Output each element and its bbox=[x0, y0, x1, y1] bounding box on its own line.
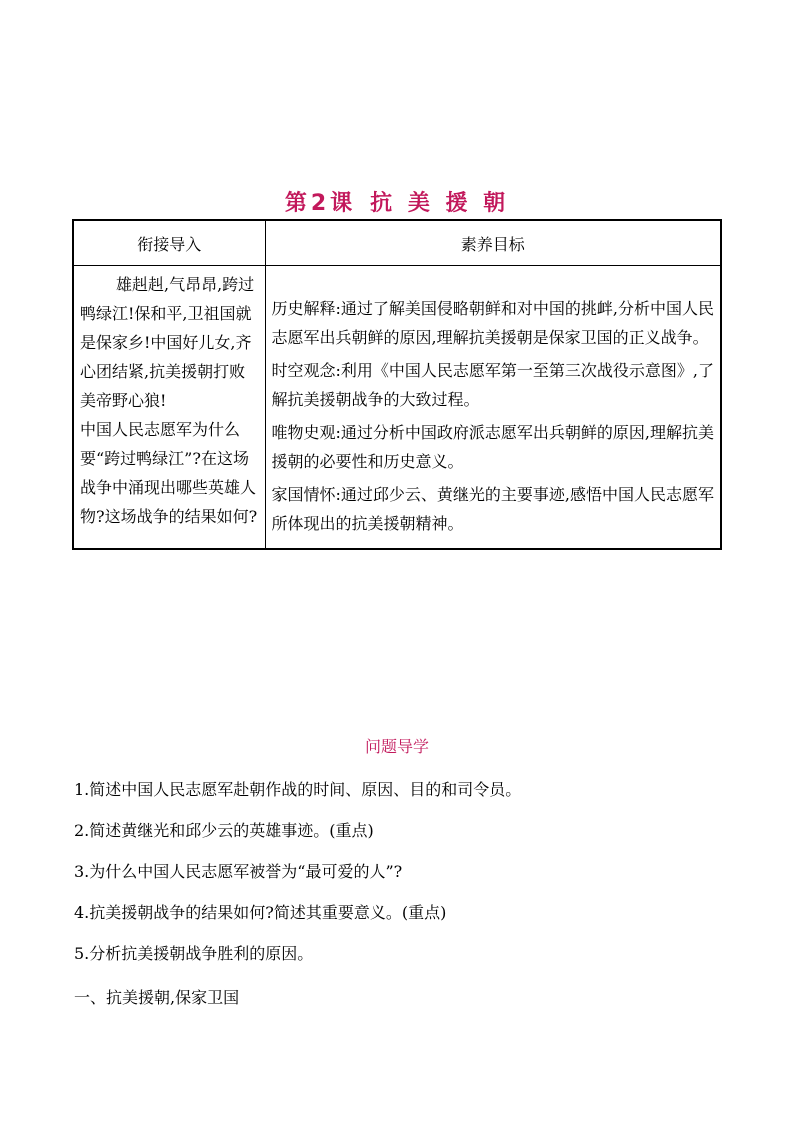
section-heading: 问题导学 bbox=[364, 737, 429, 756]
goal-history-explanation: 历史解释:通过了解美国侵略朝鲜和对中国的挑衅,分析中国人民志愿军出兵朝鲜的原因,理解抗美援朝是保家卫国的正义战争。 bbox=[271, 299, 714, 347]
list-item: 2.简述黄继光和邱少云的英雄事迹。(重点) bbox=[74, 821, 374, 840]
table-row bbox=[73, 266, 721, 550]
lesson-number: 第2课 bbox=[284, 191, 357, 216]
intro-poem: 雄赳赳,气昂昂,跨过鸭绿江!保和平,卫祖国就是保家乡!中国好儿女,齐心团结紧,抗美援朝打败美帝野心狼! bbox=[80, 275, 255, 410]
header-goals: 素养目标 bbox=[265, 220, 721, 266]
list-item: 1.简述中国人民志愿军赴朝作战的时间、原因、目的和司令员。 bbox=[74, 780, 522, 799]
goals-cell bbox=[265, 266, 721, 550]
subsection-heading: 一、抗美援朝,保家卫国 bbox=[74, 988, 240, 1007]
list-item: 5.分析抗美援朝战争胜利的原因。 bbox=[74, 944, 314, 963]
header-intro: 衔接导入 bbox=[73, 220, 265, 266]
intro-table bbox=[72, 219, 722, 550]
goal-time-space: 时空观念:利用《中国人民志愿军第一至第三次战役示意图》,了解抗美援朝战争的大致过程。 bbox=[271, 361, 714, 409]
table-header-row bbox=[73, 220, 721, 266]
intro-cell bbox=[73, 266, 265, 550]
goal-materialism: 唯物史观:通过分析中国政府派志愿军出兵朝鲜的原因,理解抗美援朝的必要性和历史意义。 bbox=[271, 423, 714, 471]
goal-patriotism: 家国情怀:通过邱少云、黄继光的主要事迹,感悟中国人民志愿军所体现出的抗美援朝精神。 bbox=[271, 485, 714, 533]
list-item: 3.为什么中国人民志愿军被誉为“最可爱的人”? bbox=[74, 862, 403, 881]
intro-question: 中国人民志愿军为什么要“跨过鸭绿江”?在这场战争中涌现出哪些英雄人物?这场战争的结果如何? bbox=[80, 420, 258, 526]
lesson-name: 抗 美 援 朝 bbox=[370, 191, 510, 216]
list-item: 4.抗美援朝战争的结果如何?简述其重要意义。(重点) bbox=[74, 903, 447, 922]
page-title bbox=[0, 186, 794, 217]
question-list bbox=[74, 776, 724, 981]
